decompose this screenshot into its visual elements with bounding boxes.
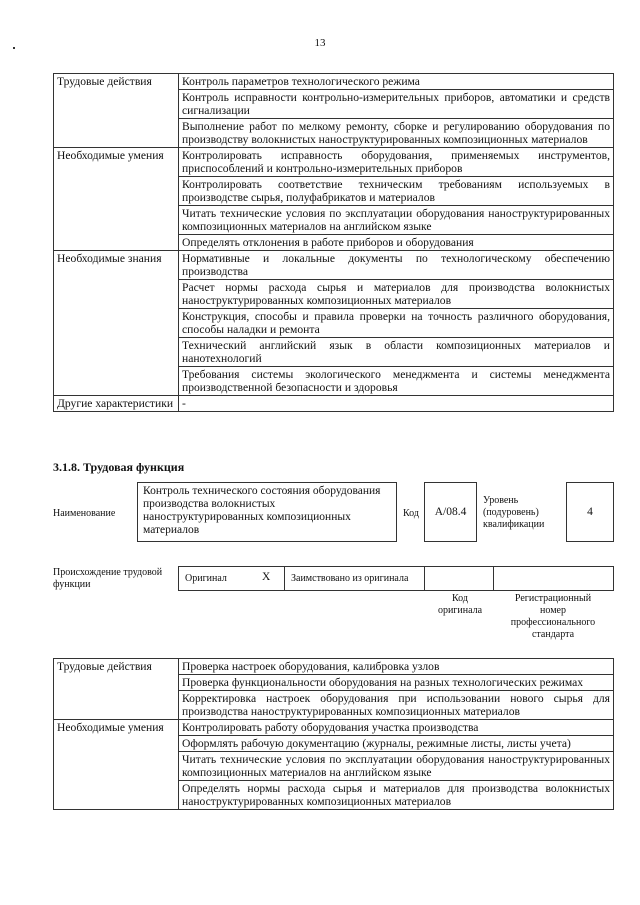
table-cell: Проверка настроек оборудования, калибровка узлов — [179, 659, 614, 675]
section-title: 3.1.8. Трудовая функция — [53, 460, 185, 474]
table-row — [54, 251, 614, 280]
competency-table-2 — [53, 658, 614, 810]
page-number: 13 — [314, 37, 326, 49]
code-caption: Код оригинала — [437, 593, 483, 616]
table-cell: Читать технические условия по эксплуатации оборудования наноструктурированных композиционных материалов на английском языке — [179, 752, 614, 781]
table-cell: - — [179, 396, 614, 412]
table-cell: Контролировать соответствие техническим требованиям используемых в производстве сырья, полуфабрикатов и материалов — [179, 177, 614, 206]
table-cell: Контроль параметров технологического режима — [179, 74, 614, 90]
table-row — [54, 74, 614, 90]
function-name: Контроль технического состояния оборудования производства волокнистых наноструктурированных композиционных материалов — [143, 485, 381, 536]
name-label: Наименование — [53, 508, 116, 519]
table-row — [54, 396, 614, 412]
origin-label: Происхождение трудовой функции — [53, 567, 163, 590]
table-row — [54, 720, 614, 736]
group-label: Необходимые умения — [54, 148, 179, 251]
level-value: 4 — [587, 505, 593, 518]
reg-caption: Регистрационный номер профессионального стандарта — [510, 593, 596, 640]
function-name-box — [137, 482, 397, 542]
original-label: Оригинал — [185, 573, 227, 584]
borrowed-label: Заимствовано из оригинала — [291, 573, 409, 584]
table-cell: Конструкция, способы и правила проверки на точность различного оборудования, способы наладки и ремонта — [179, 309, 614, 338]
scan-speck — [13, 47, 15, 49]
table-cell: Оформлять рабочую документацию (журналы, режимные листы, листы учета) — [179, 736, 614, 752]
table-cell: Контролировать исправность оборудования, применяемых инструментов, приспособлений и контрольно-измерительных приборов — [179, 148, 614, 177]
table-cell: Требования системы экологического менеджмента и системы менеджмента производственной безопасности и здоровья — [179, 367, 614, 396]
group-label: Трудовые действия — [54, 74, 179, 148]
level-label: Уровень (подуровень) квалификации — [483, 495, 545, 530]
level-box — [566, 482, 614, 542]
origin-row — [178, 566, 614, 591]
original-mark: X — [262, 571, 271, 583]
group-label: Трудовые действия — [54, 659, 179, 720]
table-cell: Определять нормы расхода сырья и материалов для производства волокнистых наноструктурированных композиционных материалов — [179, 781, 614, 810]
group-label: Необходимые умения — [54, 720, 179, 810]
table-cell: Нормативные и локальные документы по технологическому обеспечению производства — [179, 251, 614, 280]
table-cell: Определять отклонения в работе приборов и оборудования — [179, 235, 614, 251]
table-cell: Корректировка настроек оборудования при использовании нового сырья для производства наноструктурированных композиционных материалов — [179, 691, 614, 720]
code-box — [424, 482, 477, 542]
table-cell: Контроль исправности контрольно-измерительных приборов, автоматики и средств сигнализации — [179, 90, 614, 119]
group-label: Необходимые знания — [54, 251, 179, 396]
code-value: A/08.4 — [434, 505, 467, 518]
table-cell: Выполнение работ по мелкому ремонту, сборке и регулированию оборудования по производству волокнистых наноструктурированных композиционных материалов — [179, 119, 614, 148]
table-cell: Контролировать работу оборудования участка производства — [179, 720, 614, 736]
code-label: Код — [403, 508, 419, 519]
table-cell: Технический английский язык в области композиционных материалов и нанотехнологий — [179, 338, 614, 367]
table-cell: Читать технические условия по эксплуатации оборудования наноструктурированных композиционных материалов на английском языке — [179, 206, 614, 235]
table-cell: Расчет нормы расхода сырья и материалов для производства волокнистых наноструктурированных композиционных материалов — [179, 280, 614, 309]
table-cell: Проверка функциональности оборудования на разных технологических режимах — [179, 675, 614, 691]
table-row — [54, 659, 614, 675]
table-row — [54, 148, 614, 177]
group-label: Другие характеристики — [54, 396, 179, 412]
competency-table-1 — [53, 73, 614, 412]
